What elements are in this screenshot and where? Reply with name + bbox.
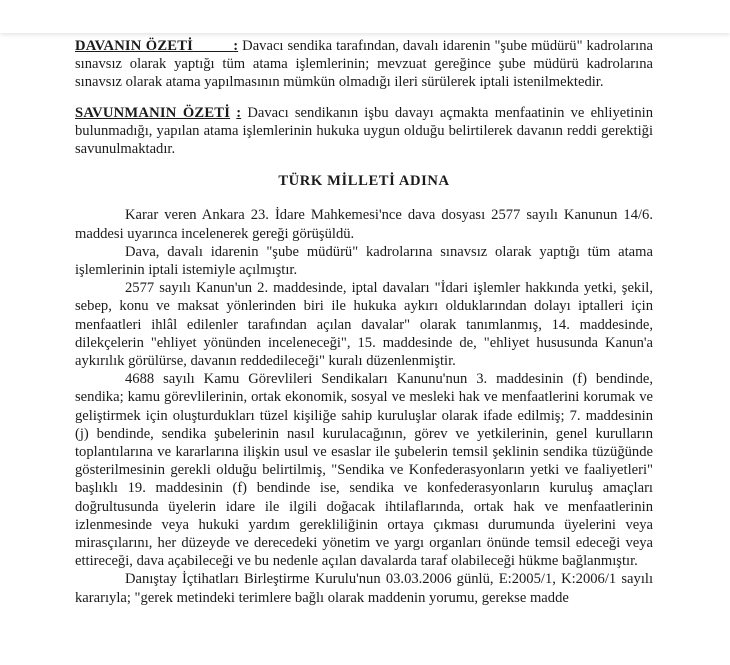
paragraph-5: Danıştay İçtihatları Birleştirme Kurulu'nun 03.03.2006 günlü, E:2005/1, K:2006/1 sayılı kararıyla; "gerek metindeki terimlere bağlı olarak maddenin yorumu, gerekse madde xyxy=(75,571,653,606)
paragraph-3: 2577 sayılı Kanun'un 2. maddesinde, iptal davaları "İdari işlemler hakkında yetki, şekil, sebep, konu ve maksat yönlerinden biri ile hukuka aykırı olduklarından dolayı iptalleri için menfaatleri ihlâl edilenler tarafından açılan davalar" olarak tanımlanmış, 14. maddesinde, dilekçelerin "ehliyet yönünden inceleneceği", 15. maddesinde de, "ehliyet hususunda Kanun'a aykırılık görülürse, davanın reddedileceği" kuralı düzenlenmiştir. xyxy=(75,280,653,370)
spacer xyxy=(75,158,653,172)
paragraph-4: 4688 sayılı Kamu Görevlileri Sendikaları Kanunu'nun 3. maddesinin (f) bendinde, sendika; kamu görevlilerinin, ortak ekonomik, sosyal ve mesleki hak ve menfaatlerini korumak ve geliştirmek için oluşturdukları tüzel kişiliğe sahip kuruluşlar olarak ifade edilmiş; 7. maddesinin (j) bendinde, sendika şubelerinin nasıl kurulacağının, görev ve yetkilerinin, genel kurulların toplantılarına ve kararlarına ilişkin usul ve esaslar ile şubelerin temsil şeklinin sendika tüzüğünde gösterilmesinin gerekli olduğu belirtilmiş, "Sendika ve Konfederasyonların yetki ve faaliyetleri" başlıklı 19. maddesinin (f) bendinde ise, sendika ve konfederasyonların kuruluş amaçları doğrultusunda üyelerin idare ile ilgili doğacak ihtilaflarında, ortak hak ve menfaatlerinin izlenmesinde veya hukuki yardım gerekliliğinin ortaya çıkması durumunda üyelerini veya mirasçılarını, her düzeyde ve derecedeki yönetim ve yargı organları önünde temsil edeceği veya ettireceği, dava açabileceği ve bu nedenle açılan davalarda taraf olabileceği hükme bağlanmıştır. xyxy=(75,371,653,570)
savunma-ozeti-text: Davacı sendikanın işbu davayı açmakta menfaatinin ve ehliyetinin bulunmadığı, yapılan atama işlemlerinin hukuka uygun olduğu belirtilerek davanın reddi gerektiği savunulmaktadır. xyxy=(75,104,654,158)
paragraph-2: Dava, davalı idarenin "şube müdürü" kadrolarına sınavsız olarak yaptığı tüm atama işlemlerinin iptali istemiyle açılmıştır. xyxy=(75,243,653,279)
paragraph-1: Karar veren Ankara 23. İdare Mahkemesi'nce dava dosyası 2577 sayılı Kanunun 14/6. maddesi uyarınca incelenerek gereği görüşüldü. xyxy=(75,207,653,242)
viewer-top-bar xyxy=(0,0,730,33)
spacer xyxy=(75,190,653,206)
dava-ozeti-section xyxy=(75,37,653,92)
savunma-ozeti-label: SAVUNMANIN ÖZETİ xyxy=(75,104,231,121)
dava-ozeti-spacer xyxy=(193,38,233,54)
spacer xyxy=(75,92,653,104)
savunma-ozeti-section xyxy=(75,104,653,159)
savunma-ozeti-colon: : xyxy=(236,104,242,121)
dava-ozeti-colon: : xyxy=(233,38,239,54)
dava-ozeti-text: Davacı sendika tarafından, davalı idarenin "şube müdürü" kadrolarına sınavsız olarak yaptığı tüm atama işlemlerinin; mevzuat gereğince şube müdürü kadrolarına sınavsız olarak atama yapılmasının mümkün olmadığı ileri sürülerek iptali istenilmektedir. xyxy=(75,38,653,91)
document-title: TÜRK MİLLETİ ADINA xyxy=(278,173,450,190)
document-page xyxy=(75,37,653,607)
dava-ozeti-label: DAVANIN ÖZETİ xyxy=(75,38,194,54)
